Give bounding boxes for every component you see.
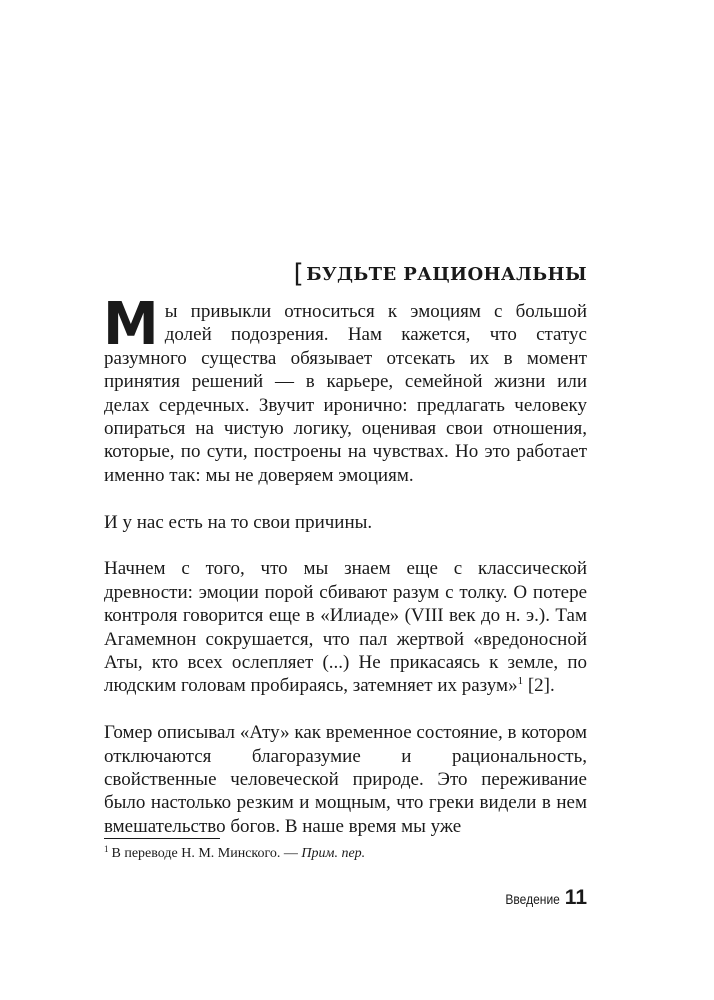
heading-bracket: [ [293,259,305,289]
footnote-reference: 1 [517,675,524,688]
section-title: БУДЬТЕ РАЦИОНАЛЬНЫ [306,264,587,285]
paragraph-2: И у нас есть на то свои причины. [104,511,373,533]
footnote-text: В переводе Н. М. Минского. — [111,846,302,861]
body-text [103,290,587,862]
paragraph-1-text: ы привыкли относиться к эмоциям с большой долей подозрения. Нам кажется, что статус разумного существа обязывает отсекать их в момент принятия решений — в карьере, семейной жизни или делах сердечных. Звучит иронично: предлагать человеку опираться на чистую логику, оценивая свои отношения, которые, по сути, построены на чувствах. Но это работает именно так: мы не доверяем эмоциям. [104,301,587,486]
paragraph-4: Гомер описывал «Ату» как временное состояние, в котором отключаются благоразумие и рациональность, свойственные человеческой природе. Это переживание было настолько резким и мощным, что греки видели в нем вмешательство богов. В наше время мы уже [104,722,587,837]
paragraph-3-text: Начнем с того, что мы знаем еще с классической древности: эмоции порой сбивают разум с толку. О потере контроля говорится еще в «Илиаде» (VIII век до н. э.). Там Агамемнон сокрушается, что пал жертвой «вредоносной Аты, кто всех ослепляет (...) Не прикасаясь к земле, по людским головам пробираясь, затемняет их разум» [104,558,587,697]
footnote [104,845,365,863]
paragraph-1 [103,290,587,487]
paragraph-3 [104,557,587,697]
running-title-text: Введение [504,891,560,907]
section-heading [104,259,587,289]
footnote-note: Прим. пер. [301,846,366,861]
paragraph-3-citation: [2]. [523,675,555,697]
page-number: 11 [564,886,587,909]
footnote-number: 1 [104,844,109,854]
footnote-divider [104,838,220,839]
drop-cap: М [103,290,159,359]
